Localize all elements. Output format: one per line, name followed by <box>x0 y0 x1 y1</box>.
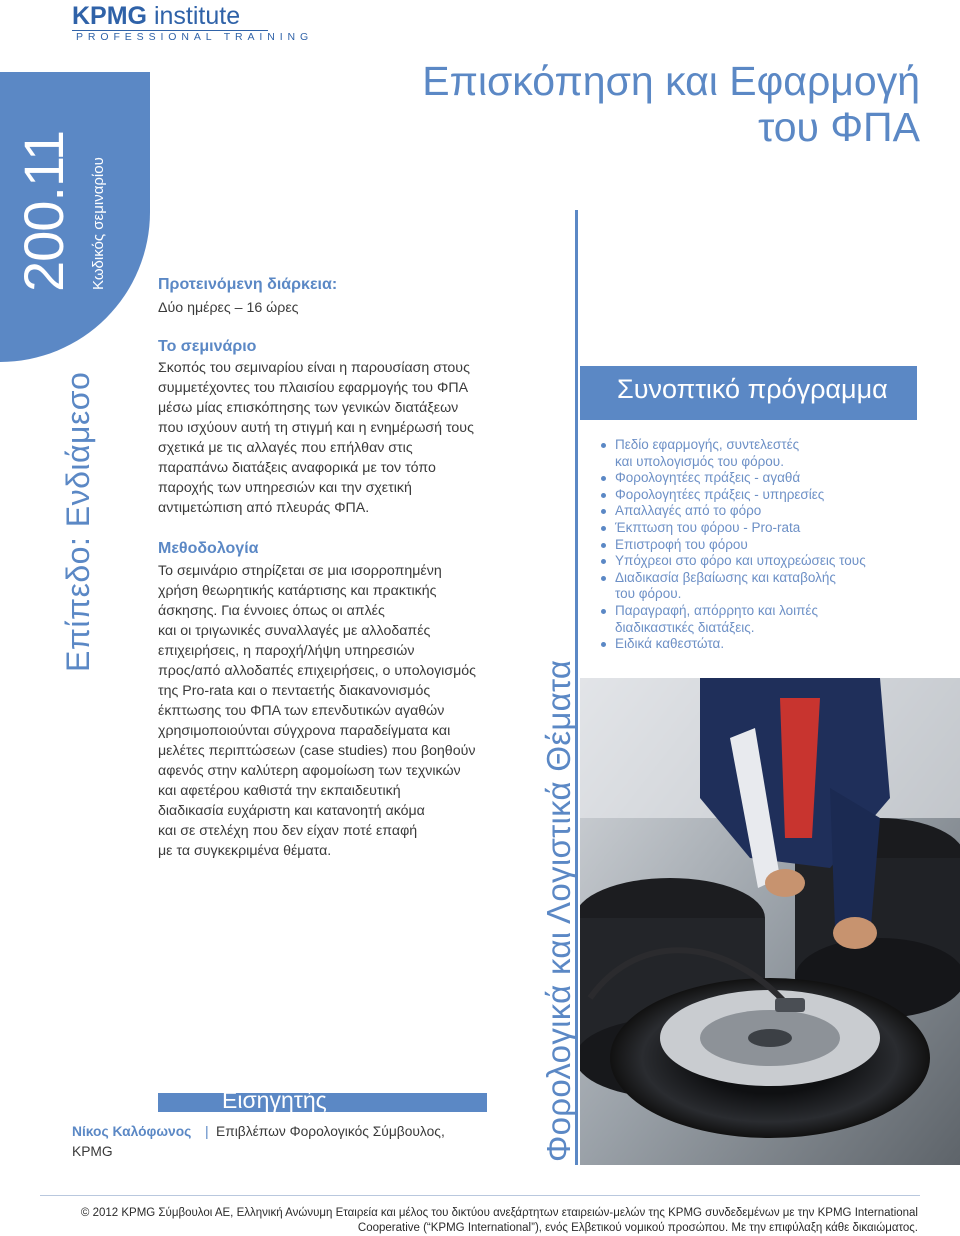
methodology-line: χρήση θεωρητικής κατάρτισης και πρακτικής <box>158 583 437 599</box>
seminar-text <box>158 358 558 518</box>
program-item <box>600 503 920 520</box>
program-item-line: Φορολογητέες πράξεις - αγαθά <box>615 470 801 486</box>
methodology-line: χρησιμοποιούνται σύγχρονα παραδείγματα και <box>158 723 451 739</box>
program-item <box>600 553 920 570</box>
program-item <box>600 570 920 603</box>
duration-heading: Προτεινόμενη διάρκεια: <box>158 276 338 293</box>
program-item-line: Φορολογητέες πράξεις - υπηρεσίες <box>615 486 825 502</box>
program-item-line: Παραγραφή, απόρρητο και λοιπές <box>615 602 818 618</box>
program-item <box>600 470 920 487</box>
seminar-line: Σκοπός του σεμιναρίου είναι η παρουσίαση στους <box>158 360 470 376</box>
seminar-heading: Το σεμινάριο <box>158 338 257 355</box>
program-item-line: Επιστροφή του φόρου <box>615 536 748 552</box>
seminar-line: που ισχύουν αυτή τη στιγμή και η ενημέρωσή τους <box>158 420 474 436</box>
footer-line-1: © 2012 KPMG Σύμβουλοι ΑΕ, Ελληνική Ανώνυμη Εταιρεία και μέλος του δικτύου ανεξάρτητων εταιρειών-μελών της KPMG συνδεδεμένων με την KPMG International <box>80 1207 918 1219</box>
program-item-line: Πεδίο εφαρμογής, συντελεστές <box>615 437 800 452</box>
methodology-line: προς/από αλλοδαπές επιχειρήσεις, ο υπολογισμός <box>158 663 476 679</box>
course-level: Επίπεδο: Ενδιάμεσο <box>60 371 96 672</box>
program-item-line: Ειδικά καθεστώτα. <box>615 636 725 652</box>
methodology-line: διαδικασία ευχάριστη και κατανοητή ακόμα <box>158 803 425 819</box>
logo-name: institute <box>153 2 241 30</box>
program-item <box>600 487 920 504</box>
duration-value: Δύο ημέρες – 16 ώρες <box>158 300 299 316</box>
methodology-line: έκπτωσης του ΦΠΑ των επενδυτικών αγαθών <box>158 703 445 719</box>
seminar-line: σχετικά με τις αλλαγές που επήλθαν στις <box>158 440 413 456</box>
program-list <box>600 437 920 653</box>
methodology-line: μελέτες περιπτώσεων (case studies) που βοηθούν <box>158 743 476 759</box>
program-item-line: διαδικαστικές διατάξεις. <box>615 619 755 635</box>
program-item-line: του φόρου. <box>615 586 682 602</box>
course-category: Φορολογικά και Λογιστικά Θέματα <box>540 659 577 1162</box>
program-heading: Συνοπτικό πρόγραμμα <box>617 374 888 404</box>
program-item <box>600 437 920 470</box>
kpmg-logo <box>72 2 240 31</box>
instructor-separator: | <box>205 1123 209 1139</box>
program-item-line: Απαλλαγές από το φόρο <box>615 503 762 519</box>
program-item-line: Υπόχρεοι στο φόρο και υποχρεώσεις τους <box>615 553 866 569</box>
page-title <box>400 58 920 150</box>
program-item-line: Διαδικασία βεβαίωσης και καταβολής <box>615 569 836 585</box>
methodology-line: και οι τριγωνικές συναλλαγές με αλλοδαπές <box>158 623 431 639</box>
footer-copyright <box>40 1206 918 1236</box>
program-item <box>600 603 920 636</box>
methodology-line: και αφετέρου καθιστά την εκπαιδευτική <box>158 783 401 799</box>
instructor-role: Επιβλέπων Φορολογικός Σύμβουλος, <box>216 1124 445 1139</box>
footer-line-2: Cooperative (“KPMG International”), ενός Ελβετικού νομικού προσώπου. Με την επιφύλαξη κάθε δικαιώματος. <box>357 1222 918 1234</box>
title-line-2: του ΦΠΑ <box>758 104 920 150</box>
methodology-line: επιχειρήσεις, η παροχή/λήψη υπηρεσιών <box>158 643 415 659</box>
seminar-line: παροχής των υπηρεσιών και την σχετική <box>158 480 412 496</box>
program-item <box>600 520 920 537</box>
logo-brand: KPMG <box>72 2 147 30</box>
instructor-organization: KPMG <box>72 1144 113 1159</box>
footer-divider <box>40 1195 920 1196</box>
methodology-line: άσκησης. Για έννοιες όπως οι απλές <box>158 603 385 619</box>
program-item <box>600 636 920 653</box>
seminar-line: αντιμετώπιση από πλευράς ΦΠΑ. <box>158 500 370 516</box>
seminar-line: συμμετέχοντες του πλαισίου εφαρμογής του ΦΠΑ <box>158 380 469 396</box>
mechanic-tire-photo <box>580 678 960 1165</box>
instructor-heading: Εισηγητής <box>222 1087 327 1113</box>
title-line-1: Επισκόπηση και Εφαρμογή <box>422 58 920 104</box>
methodology-line: με τα συγκεκριμένα θέματα. <box>158 843 332 859</box>
methodology-heading: Μεθοδολογία <box>158 540 259 557</box>
seminar-line: παραπάνω διατάξεις αναφορικά με τον τόπο <box>158 460 436 476</box>
logo-subtitle: PROFESSIONAL TRAINING <box>76 31 314 43</box>
methodology-line: αφενός στην καλύτερη αφομοίωση των τεχνικών <box>158 763 461 779</box>
seminar-line: μέσω μίας επισκόπησης των γενικών διατάξεων <box>158 400 459 416</box>
course-code: 200.11 <box>12 130 75 292</box>
methodology-line: Το σεμινάριο στηρίζεται σε μια ισορροπημένη <box>158 563 442 579</box>
program-item-line: Έκπτωση του φόρου - Pro-rata <box>615 519 801 535</box>
methodology-text <box>158 561 558 861</box>
methodology-line: της Pro-rata και ο πενταετής διακανονισμός <box>158 683 431 699</box>
methodology-line: και σε στελέχη που δεν είχαν ποτέ επαφή <box>158 823 418 839</box>
program-item-line: και υπολογισμός του φόρου. <box>615 453 784 469</box>
instructor-name: Νίκος Καλόφωνος <box>72 1124 192 1139</box>
program-item <box>600 537 920 554</box>
course-code-label: Κωδικός σεμιναρίου <box>90 157 107 290</box>
